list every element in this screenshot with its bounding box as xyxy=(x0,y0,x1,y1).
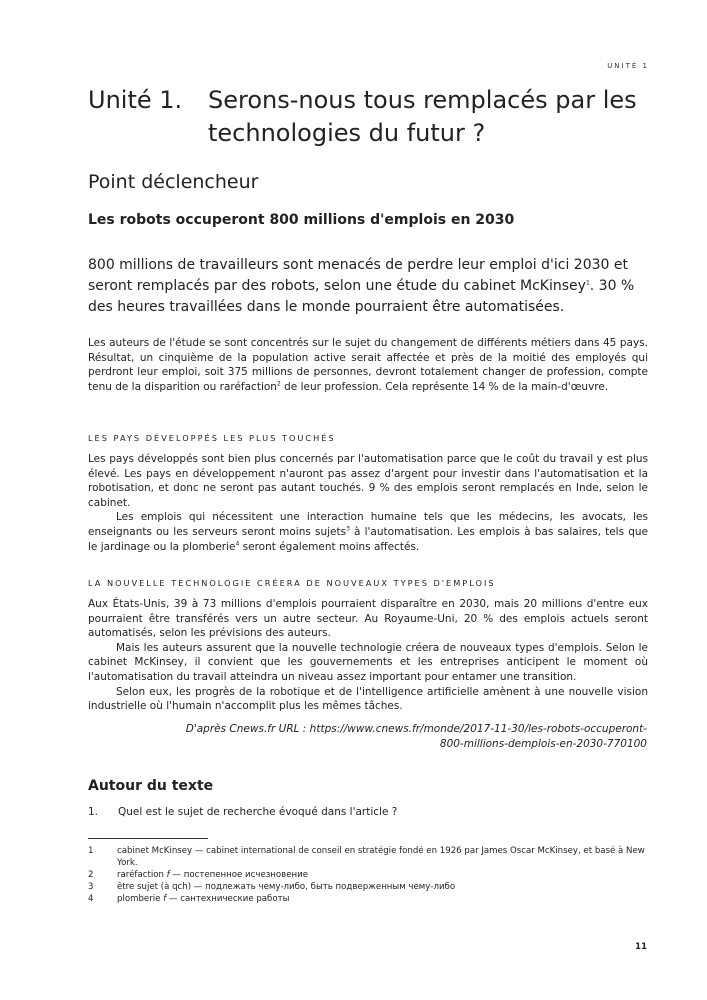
lead-text-2: . 30 % des heures travaillées dans le monde pourraient être automatisées. xyxy=(88,278,635,315)
footnote-text: être sujet (à qch) — подлежать чему-либо, быть подверженным чему-либо xyxy=(117,882,456,892)
footnote-number: 1 xyxy=(88,846,94,856)
question-number: 1. xyxy=(88,806,99,818)
section2-paragraph-2: Mais les auteurs assurent que la nouvelle technologie créera de nouveaux types d'emplois. Selon le cabinet McKinsey, il convient que les gouvernements et les entreprises anticipent le moment où l'automatisation du travail atteindra un niveau assez important pour entamer une transition. xyxy=(88,641,648,683)
footnote-divider xyxy=(88,838,208,839)
footnote-4 xyxy=(88,894,648,906)
footnote-text: plomberie f — сантехнические работы xyxy=(117,894,290,904)
footnote-ref-2[interactable]: 2 xyxy=(276,380,281,388)
footnote-2 xyxy=(88,870,648,882)
page-number: 11 xyxy=(635,942,647,952)
footnote-number: 4 xyxy=(88,894,94,904)
footnote-text: cabinet McKinsey — cabinet international de conseil en stratégie fondé en 1926 par James Oscar McKinsey, et basé à New York. xyxy=(117,846,645,868)
footnote-number: 3 xyxy=(88,882,94,892)
section1-paragraph-2: Les emplois qui nécessitent une interaction humaine tels que les médecins, les avocats, les enseignants ou les serveurs seront moins sujets$^3$ à l'automatisation. Les emplois à bas salaires, tels que le jardinage ou la plomberie$^4$ seront également moins affectés. xyxy=(88,511,648,553)
article-lead xyxy=(88,255,648,318)
footnote-ref-4[interactable]: 4 xyxy=(235,540,240,548)
footnote-text: raréfaction f — постепенное исчезновение xyxy=(117,870,309,880)
question-text: Quel est le sujet de recherche évoqué dans l'article ? xyxy=(118,806,398,818)
footnote-number: 2 xyxy=(88,870,94,880)
lead-text-1: 800 millions de travailleurs sont menacés de perdre leur emploi d'ici 2030 et seront remplacés par des robots, selon une étude du cabinet McKinsey xyxy=(88,257,628,294)
section-title: Point déclencheur xyxy=(88,171,259,193)
article-title: Les robots occuperont 800 millions d'emplois en 2030 xyxy=(88,212,515,228)
intro-text-1: Les auteurs de l'étude se sont concentrés sur le sujet du changement de différents métiers dans 45 pays. Résultat, un cinquième de la population active serait affectée et près de la moitié des employés qui perdront leur emploi, soit 375 millions de personnes, devront totalement changer de profession, compte tenu de la disparition ou raréfaction xyxy=(88,337,648,393)
subheading-developed-countries: LES PAYS DÉVELOPPÉS LES PLUS TOUCHÉS xyxy=(88,433,336,443)
footnote-ref-3[interactable]: 3 xyxy=(346,525,350,533)
intro-text-2: de leur profession. Cela représente 14 % de la main-d'œuvre. xyxy=(280,380,609,393)
section1-body xyxy=(88,452,648,554)
footnote-ref-1[interactable]: 1 xyxy=(585,279,590,287)
unit-title-text: Serons-nous tous remplacés par les technologies du futur ? xyxy=(208,86,637,147)
footnote-3 xyxy=(88,882,648,894)
questions-title: Autour du texte xyxy=(88,778,214,794)
running-head: UNITÉ 1 xyxy=(607,62,649,70)
section2-paragraph-1: Aux États-Unis, 39 à 73 millions d'emplois pourraient disparaître en 2030, mais 20 millions d'entre eux pourraient être transférés vers un autre secteur. Au Royaume-Uni, 20 % des emplois actuels seront automatisés, selon les prévisions des auteurs. xyxy=(88,598,648,640)
section2-body xyxy=(88,597,648,714)
subheading-new-technology: LA NOUVELLE TECHNOLOGIE CRÉERA DE NOUVEAUX TYPES D'EMPLOIS xyxy=(88,578,496,588)
unit-number: Unité 1. xyxy=(88,86,183,114)
footnote-1 xyxy=(88,846,648,869)
section1-paragraph-1: Les pays développés sont bien plus concernés par l'automatisation parce que le coût du travail y est plus élevé. Les pays en développement n'auront pas assez d'argent pour investir dans l'automatisation et la robotisation, et donc ne seront pas autant touchés. 9 % des emplois seront remplacés en Inde, selon le cabinet. xyxy=(88,453,648,509)
article-source: D'après Cnews.fr URL : https://www.cnews.fr/monde/2017-11-30/les-robots-occuperont-800-millions-demplois-en-2030-770100 xyxy=(185,723,647,750)
intro-paragraph xyxy=(88,336,648,394)
section2-paragraph-3: Selon eux, les progrès de la robotique et de l'intelligence artificielle amènent à une nouvelle vision industrielle où l'humain n'accomplit plus les mêmes tâches. xyxy=(88,685,648,713)
